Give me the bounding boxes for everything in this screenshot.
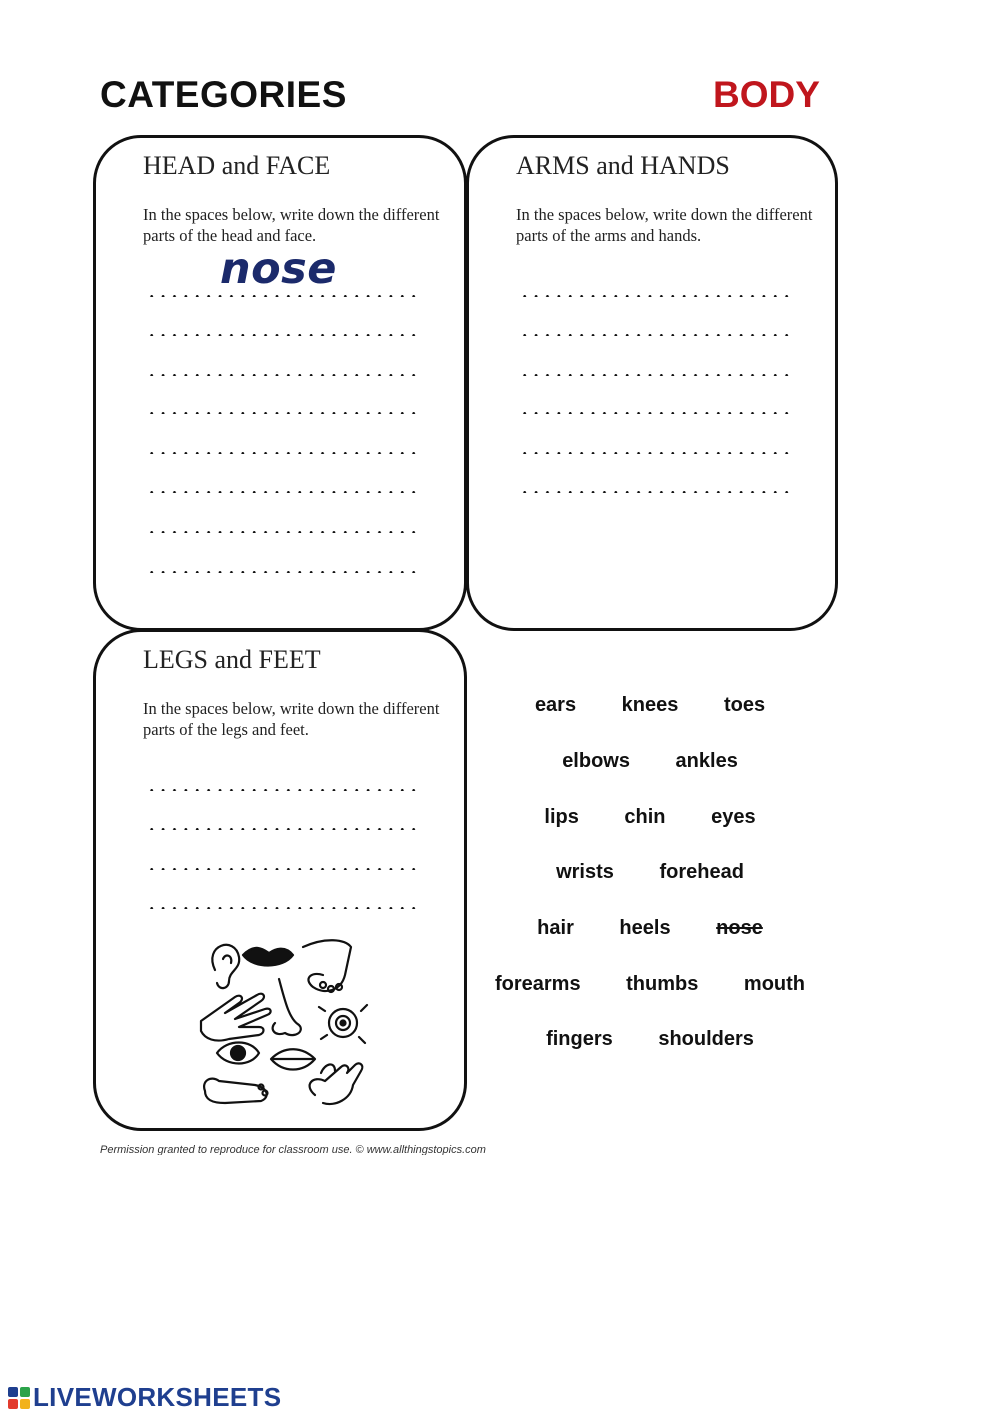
word-bank-row bbox=[470, 917, 830, 940]
word-bank-item[interactable]: fingers bbox=[546, 1028, 613, 1050]
word-bank-item[interactable]: elbows bbox=[562, 750, 630, 772]
worksheet-title: CATEGORIES bbox=[100, 74, 347, 115]
answer-input-1[interactable]: nose bbox=[220, 244, 337, 294]
answer-line[interactable] bbox=[146, 907, 418, 909]
answer-line[interactable] bbox=[519, 452, 791, 454]
answer-line[interactable] bbox=[146, 789, 418, 791]
answer-line[interactable] bbox=[146, 868, 418, 870]
answer-line[interactable] bbox=[146, 491, 418, 493]
word-bank-item-used[interactable]: nose bbox=[716, 917, 763, 939]
word-bank-item[interactable]: toes bbox=[723, 694, 766, 716]
word-bank-item[interactable]: eyes bbox=[711, 806, 756, 828]
word-bank-item[interactable]: forearms bbox=[494, 973, 581, 995]
answer-line[interactable] bbox=[146, 412, 418, 414]
word-bank-item[interactable]: hair bbox=[537, 917, 574, 939]
word-bank-item[interactable]: chin bbox=[624, 806, 666, 828]
liveworksheets-brand[interactable] bbox=[8, 1382, 281, 1413]
head-face-instructions: In the spaces below, write down the different parts of the head and face. bbox=[143, 205, 440, 245]
answer-line[interactable] bbox=[519, 295, 791, 297]
brand-name: LIVEWORKSHEETS bbox=[33, 1382, 282, 1412]
word-bank-item[interactable]: ears bbox=[534, 694, 577, 716]
permission-note: Permission granted to reproduce for classroom use. © www.allthingstopics.com bbox=[100, 1144, 486, 1155]
word-bank-row bbox=[470, 694, 830, 717]
arms-hands-instructions: In the spaces below, write down the different parts of the arms and hands. bbox=[516, 205, 813, 245]
word-bank-item[interactable]: lips bbox=[544, 806, 579, 828]
answer-line[interactable] bbox=[146, 531, 418, 533]
word-bank-row bbox=[470, 750, 830, 773]
answer-line[interactable] bbox=[146, 571, 418, 573]
answer-line[interactable] bbox=[146, 828, 418, 830]
word-bank-row bbox=[470, 1028, 830, 1051]
answer-line[interactable] bbox=[519, 491, 791, 493]
answer-line[interactable] bbox=[146, 334, 418, 336]
answer-line[interactable] bbox=[146, 452, 418, 454]
head-face-box bbox=[93, 135, 467, 631]
answer-line[interactable] bbox=[146, 374, 418, 376]
arms-hands-title: ARMS and HANDS bbox=[516, 151, 730, 180]
word-bank-item[interactable]: shoulders bbox=[658, 1028, 754, 1050]
legs-feet-title: LEGS and FEET bbox=[143, 645, 321, 674]
word-bank-item[interactable]: heels bbox=[619, 917, 671, 939]
word-bank-item[interactable]: forehead bbox=[659, 861, 744, 883]
worksheet-topic: BODY bbox=[713, 74, 820, 115]
answer-line[interactable] bbox=[146, 295, 418, 297]
answer-line[interactable] bbox=[519, 374, 791, 376]
body-parts-clipart bbox=[195, 935, 375, 1115]
arms-hands-box bbox=[466, 135, 838, 631]
word-bank-row bbox=[470, 973, 830, 996]
head-face-title: HEAD and FACE bbox=[143, 151, 331, 180]
word-bank-item[interactable]: thumbs bbox=[626, 973, 699, 995]
word-bank-row bbox=[470, 861, 830, 884]
word-bank-item[interactable]: mouth bbox=[743, 973, 806, 995]
answer-line[interactable] bbox=[519, 412, 791, 414]
word-bank-item[interactable]: ankles bbox=[675, 750, 738, 772]
legs-feet-instructions: In the spaces below, write down the different parts of the legs and feet. bbox=[143, 699, 440, 739]
word-bank-row bbox=[470, 806, 830, 829]
word-bank-item[interactable]: knees bbox=[621, 694, 679, 716]
answer-line[interactable] bbox=[519, 334, 791, 336]
liveworksheets-logo-icon bbox=[8, 1387, 30, 1409]
word-bank-item[interactable]: wrists bbox=[556, 861, 614, 883]
